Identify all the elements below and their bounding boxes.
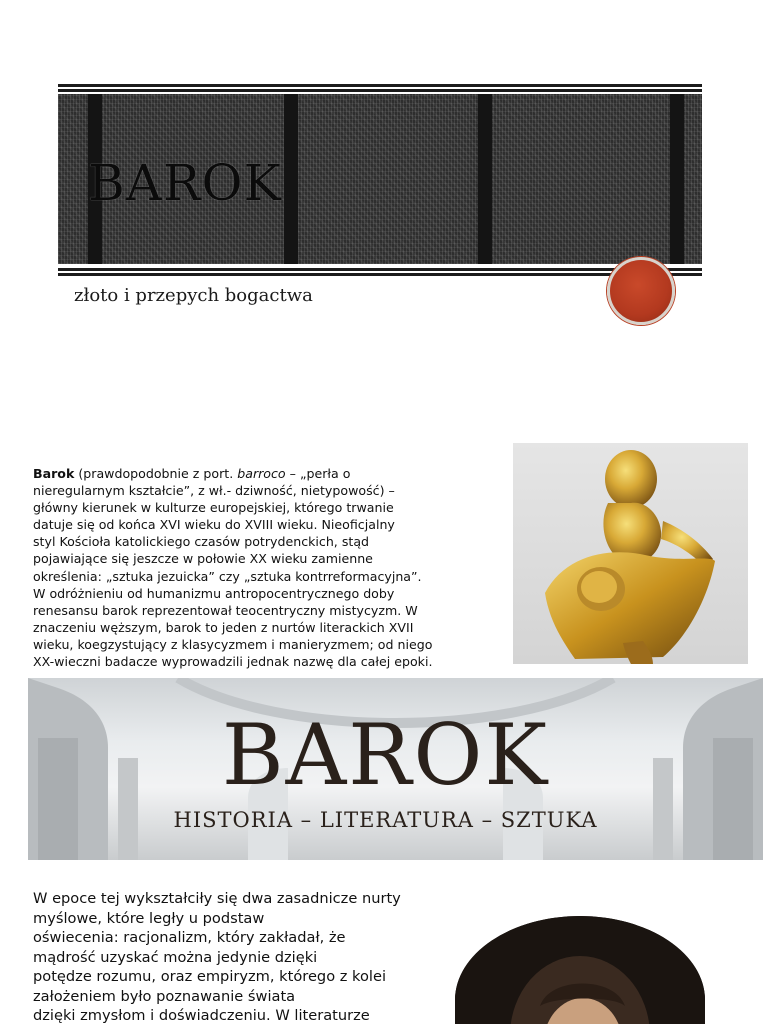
intro-line: W odróżnieniu od humanizmu antropocentrycznego doby — [33, 585, 395, 601]
decorative-circle — [607, 257, 675, 325]
banner-pillar — [284, 94, 298, 264]
intro-line: wieku, koegzystujący z klasycyzmem i manieryzmem; od niego — [33, 636, 433, 652]
intro-line: styl Kościoła katolickiego czasów potrydenckich, stąd — [33, 534, 370, 550]
page-subtitle: złoto i przepych bogactwa — [74, 285, 313, 306]
interior-banner-title: BAROK — [221, 706, 550, 804]
banner-top-border-inner — [58, 89, 702, 92]
second-line: potędze rozumu, oraz empiryzm, którego z kolei — [33, 968, 387, 985]
intro-line: znaczeniu węższym, barok to jeden z nurtów literackich XVII — [33, 619, 414, 635]
banner-pillar — [670, 94, 684, 264]
banner-bottom-border-outer — [58, 273, 702, 276]
second-line: założeniem było poznawanie świata — [33, 987, 296, 1005]
page-title: BAROK — [88, 154, 282, 212]
intro-line: pojawiające się jeszcze w połowie XX wieku zamienne — [33, 551, 373, 567]
baroque-interior-banner — [28, 678, 763, 860]
banner-top-border — [58, 84, 702, 87]
second-line: W epoce tej wykształciły się dwa zasadnicze nurty — [33, 890, 401, 907]
second-paragraph — [33, 889, 433, 1024]
interior-banner-subtitle: HISTORIA – LITERATURA – SZTUKA — [173, 808, 598, 832]
banner-bottom-border — [58, 268, 702, 271]
portrait-image — [455, 916, 705, 1024]
intro-line: główny kierunek w kulturze europejskiej, którego trwanie — [33, 500, 394, 516]
intro-line: XX-wieczni badacze wyprowadzili jednak nazwę dla całej epoki. — [33, 654, 433, 670]
intro-paragraph — [33, 465, 483, 670]
title-banner — [58, 84, 702, 276]
intro-line: renesansu barok reprezentował teocentryczny mistycyzm. W — [33, 602, 418, 618]
intro-line: datuje się od końca XVI wieku do XVIII wieku. Nieoficjalny — [33, 517, 395, 533]
intro-line: nieregularnym kształcie”, z wł.- dziwność, nietypowość) – — [33, 483, 395, 499]
statue-illustration — [513, 443, 748, 664]
gold-putto-statue-image — [513, 443, 748, 664]
portrait-illustration — [455, 916, 705, 1024]
second-line: myślowe, które legły u podstaw — [33, 909, 265, 927]
second-line: dzięki zmysłom i doświadczeniu. W literaturze — [33, 1007, 370, 1024]
intro-line: określenia: „sztuka jezuicka” czy „sztuka kontrreformacyjna”. — [33, 568, 422, 584]
intro-line: Barok (prawdopodobnie z port. barroco – „perła o — [33, 466, 351, 481]
second-line: mądrość uzyskać można jedynie dzięki — [33, 948, 318, 966]
banner-pillar — [478, 94, 492, 264]
intro-term: Barok — [33, 466, 75, 481]
second-line: oświecenia: racjonalizm, który zakładał, że — [33, 929, 346, 946]
